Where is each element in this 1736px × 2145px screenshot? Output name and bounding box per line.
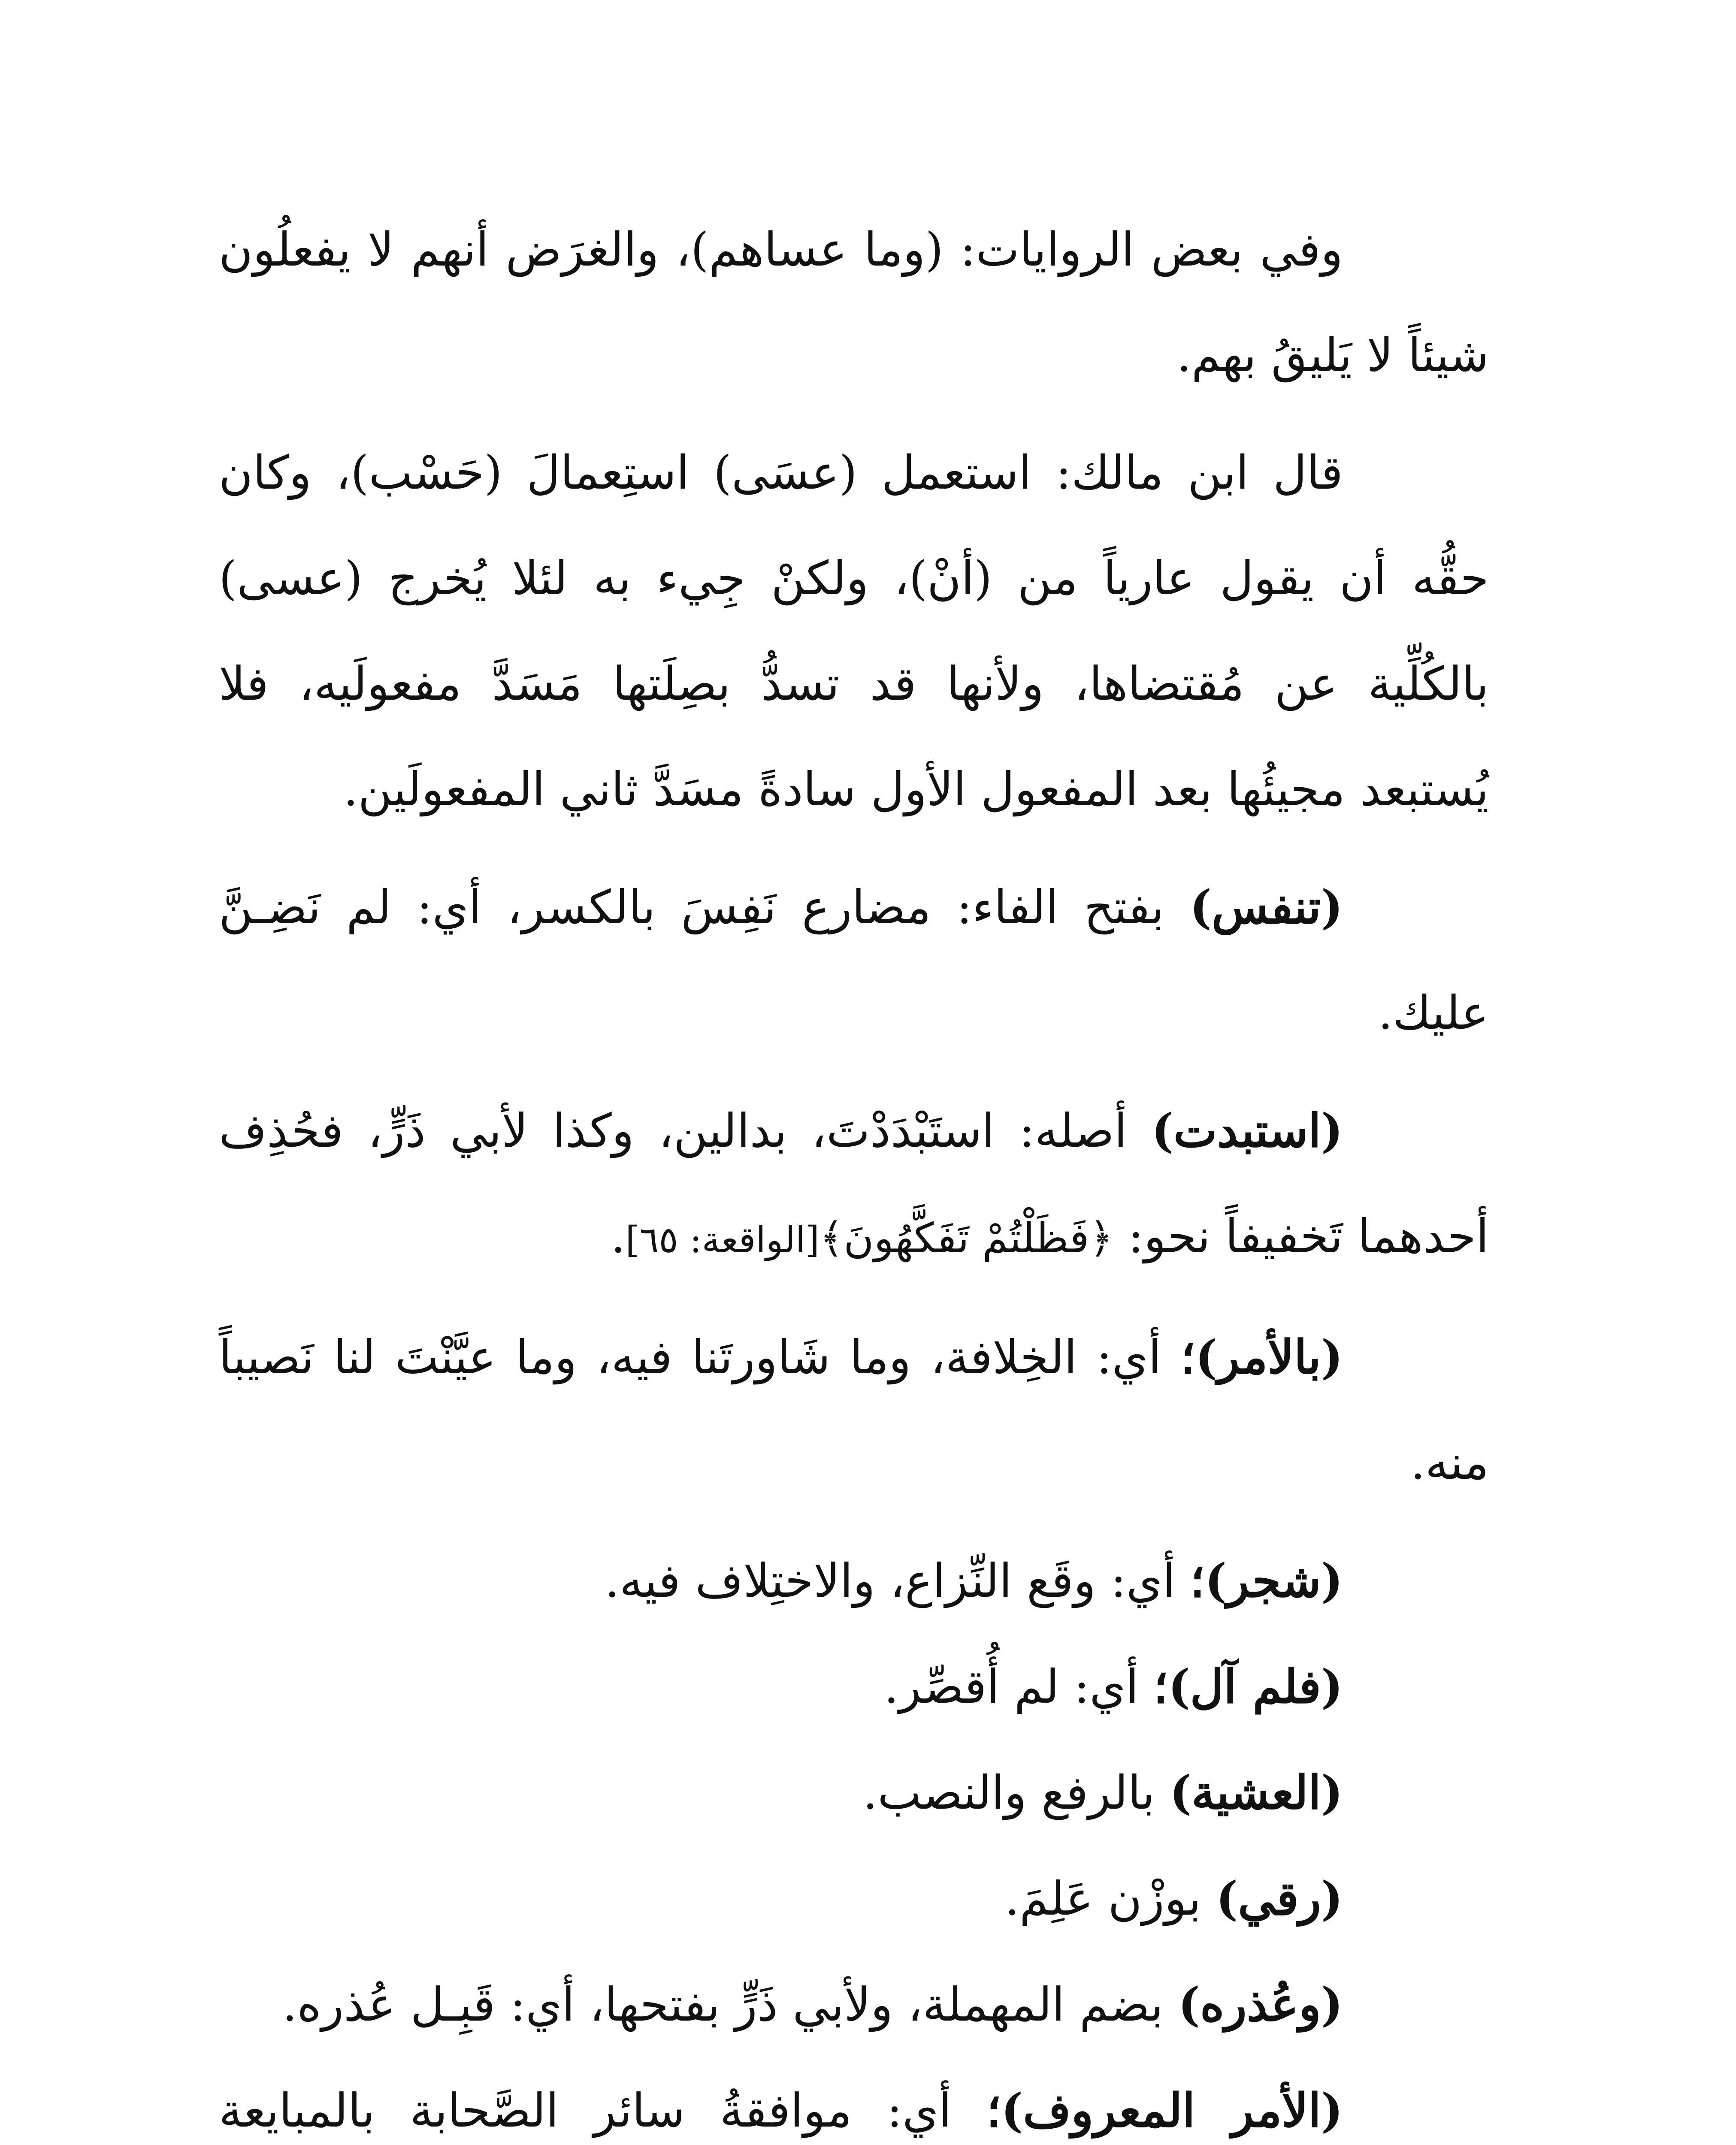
entry-wa-udhruhu [219, 1952, 1343, 2058]
entry-term: (فلم آل)؛ [1153, 1660, 1343, 1714]
entry-term: (استبدت) [1151, 1104, 1343, 1158]
text-body [219, 197, 1489, 2145]
entry-term: (رقي) [1216, 1872, 1343, 1926]
entry-falam-al [219, 1634, 1343, 1740]
entry-term: (وعُذره) [1178, 1978, 1343, 2032]
entry-text: بوزْن عَلِمَ. [1004, 1872, 1216, 1926]
entry-text: بالرفع والنصب. [863, 1766, 1170, 1820]
entry-text: أي: وقَع النِّزاع، والاختِلاف فيه. [605, 1554, 1190, 1608]
short-entries [219, 1528, 1489, 2145]
entry-text: أي: الخِلافة، وما شَاورتَنا فيه، وما عيَّنْتَ لنا نَصيباً منه. [219, 1331, 1489, 1490]
paragraph-text: وفي بعض الروايات: (وما عساهم)، والغرَض أنهم لا يفعلُون شيئاً لا يَليقُ بهم. [219, 223, 1489, 382]
entry-ruqiya [219, 1846, 1343, 1952]
entry-tanfas [219, 855, 1489, 1066]
entry-text: بفتح الفاء: مضارع نَفِسَ بالكسر، أي: لم نَضِـنَّ عليك. [219, 881, 1489, 1040]
verse-reference: [الواقعة: ٦٥] [625, 1219, 820, 1261]
entry-text: أصله: استَبْدَدْتَ، بدالين، وكذا لأبي ذَرٍّ، فحُذِف أحدهما تَخفيفاً نحو: [219, 1104, 1489, 1263]
entry-term: (شجر)؛ [1190, 1554, 1343, 1608]
entry-text: أي: موافقةُ سائر الصَّحابة بالمبايعة [219, 2084, 952, 2138]
entry-text: أي: لم أُقصِّر. [884, 1660, 1154, 1714]
entry-term: (العشية) [1169, 1766, 1343, 1820]
entry-istabadat [219, 1078, 1489, 1293]
entry-term: (بالأمر)؛ [1180, 1330, 1343, 1384]
entry-term: (الأمر المعروف)؛ [986, 2084, 1343, 2138]
paragraph-narrations [219, 197, 1489, 408]
entry-al-ashiyya [219, 1740, 1343, 1846]
entry-text-end: . [611, 1210, 626, 1263]
paragraph-ibn-malik [219, 420, 1489, 843]
entry-text: بضم المهملة، ولأبي ذَرٍّ بفتحها، أي: قَبِـل عُذره. [282, 1978, 1178, 2032]
entry-shajar [219, 1528, 1343, 1634]
entry-al-amr-al-maruf [219, 2058, 1343, 2145]
entry-bil-amr [219, 1305, 1489, 1516]
paragraph-text: قال ابن مالك: استعمل (عسَى) استِعمالَ (حَسْب)، وكان حقُّه أن يقول عارياً من (أنْ)، ولكنْ جِيء به لئلا يُخرج (عسى) بالكُلِّية عن مُقتضاها، ولأنها قد تسدُّ بصِلَتها مَسَدَّ مفعولَيه، فلا يُستبعد مجيئُها بعد المفعول الأول سادةً مسَدَّ ثاني المفعولَين. [219, 446, 1489, 816]
entry-term: (تنفس) [1189, 880, 1343, 934]
quran-verse: ﴿فَظَلْتُمْ تَفَكَّهُونَ﴾ [819, 1214, 1113, 1262]
